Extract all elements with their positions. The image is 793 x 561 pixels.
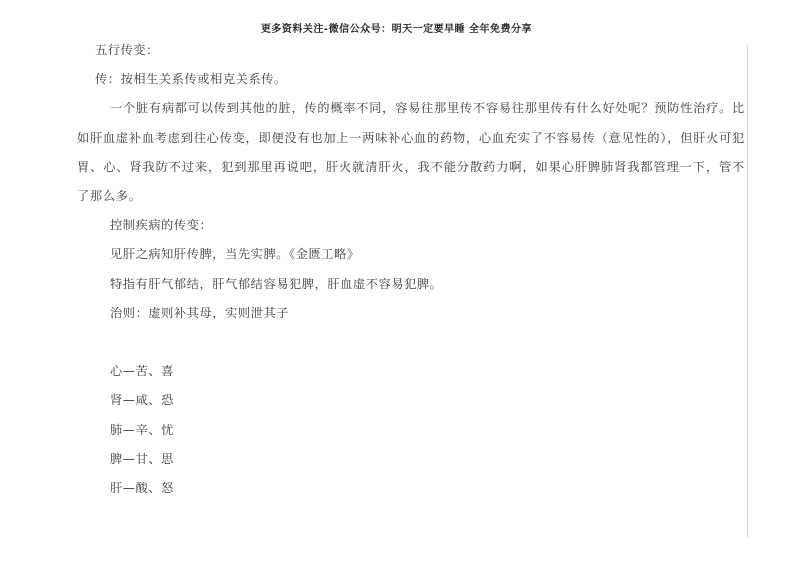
organ-item-lung: 肺—辛、忧 xyxy=(110,422,174,437)
classic-quote: 见肝之病知肝传脾，当先实脾。《金匮工略》 xyxy=(110,247,360,262)
organ-item-kidney: 肾—咸、恐 xyxy=(110,393,174,408)
organ-item-spleen: 脾—甘、思 xyxy=(110,451,174,466)
section-heading: 五行传变： xyxy=(95,43,159,57)
organ-item-heart: 心—苦、喜 xyxy=(110,364,174,379)
document-body xyxy=(77,36,745,503)
liver-note: 特指有肝气郁结，肝气郁结容易犯脾，肝血虚不容易犯脾。 xyxy=(110,276,443,291)
transmission-intro: 传：按相生关系传或相克关系传。 xyxy=(95,72,287,87)
treatment-principle: 治则：虚则补其母，实则泄其子 xyxy=(110,305,290,320)
body-paragraph: 一个脏有病都可以传到其他的脏，传的概率不同，容易往那里传不容易往那里传有什么好处呢？预防性治疗。比如肝血虚补血考虑到往心传变，即便没有也加上一两味补心血的药物，心血充实了不容易传（意见性的），但肝火可犯胃、心、肾我防不过来，犯到那里再说吧，肝火就清肝火，我不能分散药力啊，如果心肝脾肺肾我都管理一下，管不了那么多。 xyxy=(77,101,745,204)
organ-list xyxy=(77,357,745,503)
control-heading: 控制疾病的传变： xyxy=(110,218,213,233)
page-header: 更多资料关注-微信公众号：明天一定要早睡 全年免费分享 xyxy=(260,24,533,35)
organ-item-liver: 肝—酸、怒 xyxy=(110,481,174,496)
blank-line xyxy=(77,328,745,357)
page-margin-rule xyxy=(747,44,748,538)
